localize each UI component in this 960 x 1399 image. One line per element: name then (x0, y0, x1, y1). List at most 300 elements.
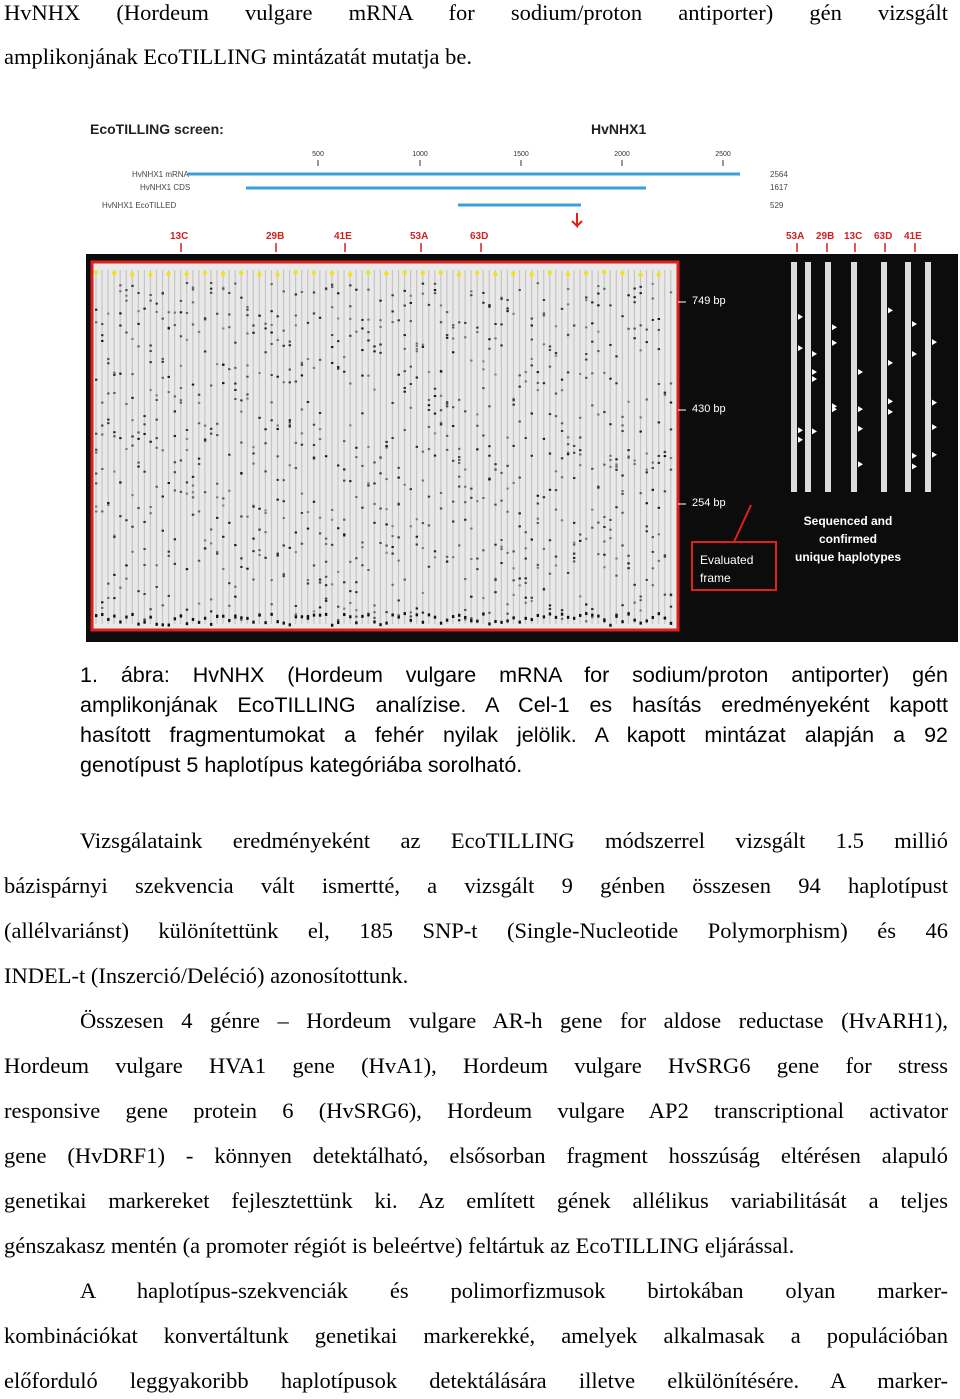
gel-band (591, 614, 593, 617)
track-value: 1617 (770, 183, 788, 192)
gel-band (313, 501, 315, 503)
gel-band (385, 622, 387, 625)
gel-band (192, 301, 194, 303)
gel-band (458, 614, 460, 617)
gel-band (543, 548, 545, 550)
gel-band (500, 546, 502, 548)
gel-band (652, 584, 654, 586)
gel-band (277, 376, 279, 378)
gel-band (646, 341, 648, 343)
gel-band (621, 475, 623, 477)
gel-band (331, 346, 333, 348)
confirmed-label: confirmed (818, 532, 878, 546)
gel-band (458, 448, 460, 450)
gel-band (355, 581, 357, 583)
sample-label: 53A (410, 231, 429, 242)
gel-band (192, 289, 194, 291)
gel-band (537, 567, 539, 569)
gel-band (422, 592, 424, 594)
gel-band (512, 579, 514, 581)
gel-band (549, 608, 551, 610)
gel-band (561, 476, 563, 478)
gel-band (168, 551, 170, 553)
gel-band (385, 523, 387, 525)
gel-band (579, 614, 581, 617)
gel-band (270, 603, 272, 605)
gel-band (180, 491, 182, 493)
gel-band (531, 455, 533, 457)
gel-band (361, 564, 363, 566)
gel-band (640, 492, 642, 494)
gel-band (452, 521, 454, 523)
gel-band (349, 590, 351, 592)
gel-band (277, 455, 279, 457)
gel-band (228, 490, 230, 492)
gel-band (422, 547, 424, 549)
gel-band (301, 408, 303, 410)
gel-band (246, 617, 248, 620)
gel-band (555, 325, 557, 327)
gel-band (404, 429, 406, 431)
gel-band (95, 379, 97, 381)
gel-band (210, 542, 212, 544)
gel-band (149, 300, 151, 302)
gel-band (113, 435, 115, 437)
gel-band (410, 488, 412, 490)
gel-band (192, 496, 194, 498)
gel-band (149, 512, 151, 514)
gel-band (137, 345, 139, 347)
gel-band (543, 343, 545, 345)
gel-band (283, 479, 285, 481)
gel-band (500, 562, 502, 564)
gel-band (240, 399, 242, 401)
gel-band (162, 318, 164, 320)
gel-band (488, 405, 490, 407)
gel-band (234, 389, 236, 391)
gel-band (252, 452, 254, 454)
gel-band (555, 489, 557, 491)
gel-band (555, 355, 557, 357)
gel-band (137, 431, 139, 433)
gel-band (446, 435, 448, 437)
gel-band (252, 332, 254, 334)
confirmed-label: unique haplotypes (794, 550, 902, 564)
gel-band (283, 575, 285, 577)
gel-band (573, 477, 575, 479)
gel-band (301, 364, 303, 366)
gel-band (367, 482, 369, 484)
confirmed-lane (791, 262, 797, 492)
gel-band (573, 544, 575, 546)
gel-band (222, 505, 224, 507)
gel-band (615, 458, 617, 460)
gel-band (410, 615, 412, 617)
gel-band (101, 510, 103, 512)
gel-band (143, 593, 145, 595)
gel-band (603, 554, 605, 556)
gel-band (440, 321, 442, 323)
gel-band (391, 402, 393, 404)
gel-band (416, 350, 418, 352)
gel-band (240, 616, 242, 619)
lane-marker (239, 271, 243, 275)
gel-band (337, 571, 339, 573)
gel-band (440, 492, 442, 494)
lane-marker (402, 270, 406, 274)
gel-band (512, 313, 514, 315)
gel-band (470, 294, 472, 296)
gel-band (591, 608, 593, 610)
gel-band (531, 539, 533, 541)
gel-band (391, 310, 393, 312)
gel-band (670, 469, 672, 471)
gel-band (361, 349, 363, 351)
gel-band (180, 311, 182, 313)
gel-band (125, 448, 127, 450)
gel-band (192, 287, 194, 289)
gel-band (446, 334, 448, 336)
gel-band (458, 399, 460, 401)
gel-band (458, 456, 460, 458)
gel-band (615, 558, 617, 560)
gel-band (561, 379, 563, 381)
gel-band (603, 411, 605, 413)
gel-band (549, 345, 551, 347)
gel-band (343, 371, 345, 373)
gel-band (307, 579, 309, 581)
gel-band (416, 345, 418, 347)
gel-band (325, 561, 327, 563)
gel-band (349, 424, 351, 426)
gel-band (349, 284, 351, 286)
gel-band (452, 425, 454, 427)
gel-band (567, 436, 569, 438)
gel-band (210, 428, 212, 430)
gel-band (561, 389, 563, 391)
track-label-mrna: HvNHX1 mRNA (132, 170, 189, 179)
gel-band (325, 598, 327, 600)
gel-band (525, 597, 527, 599)
gel-band (192, 514, 194, 516)
gel-band (119, 437, 121, 439)
gel-band (434, 556, 436, 558)
gel-band (95, 433, 97, 435)
gel-band (488, 445, 490, 447)
gel-band (270, 401, 272, 403)
gel-band (519, 477, 521, 479)
bp-label: 749 bp (692, 295, 726, 307)
gel-band (252, 538, 254, 540)
gel-band (434, 283, 436, 285)
gel-band (591, 372, 593, 374)
gel-band (319, 532, 321, 534)
gel-band (627, 455, 629, 457)
gel-band (301, 493, 303, 495)
gel-band (621, 544, 623, 546)
gel-band (398, 503, 400, 505)
gel-band (633, 460, 635, 462)
gel-band (277, 620, 279, 623)
gel-band (343, 519, 345, 521)
gel-band (343, 480, 345, 482)
gel-band (506, 299, 508, 301)
gel-band (252, 446, 254, 448)
intro-line: HvNHX (Hordeum vulgare mRNA for sodium/proton antiporter) gén vizsgált (4, 0, 948, 25)
gel-band (277, 315, 279, 317)
gel-band (361, 541, 363, 543)
lane-marker (130, 272, 134, 276)
body-line: gene (HvDRF1) - könnyen detektálható, elsősorban fragment hosszúság eltérésen alapuló (4, 1143, 948, 1168)
gel-band (289, 344, 291, 346)
body-line: INDEL-t (Inszerció/Deléció) azonosítottunk. (4, 963, 409, 988)
gel-band (252, 506, 254, 508)
gel-band (283, 330, 285, 332)
gel-band (506, 619, 508, 622)
gel-band (264, 442, 266, 444)
gel-band (216, 517, 218, 519)
gel-band (379, 344, 381, 346)
gel-band (531, 325, 533, 327)
gel-band (422, 522, 424, 524)
gel-band (603, 464, 605, 466)
gel-band (143, 564, 145, 566)
gel-band (422, 346, 424, 348)
gel-band (561, 430, 563, 432)
gel-band (398, 616, 400, 619)
gel-band (337, 606, 339, 608)
gel-band (464, 486, 466, 488)
gel-band (162, 361, 164, 363)
gel-band (549, 489, 551, 491)
gel-band (373, 503, 375, 505)
gel-band (428, 304, 430, 306)
gel-band (603, 526, 605, 528)
gel-band (597, 304, 599, 306)
gel-band (162, 292, 164, 294)
gel-band (567, 572, 569, 574)
gel-band (573, 560, 575, 562)
gel-band (313, 610, 315, 612)
gel-band (652, 616, 654, 619)
gel-band (549, 349, 551, 351)
gel-band (379, 508, 381, 510)
gel-band (295, 615, 297, 618)
gel-band (585, 299, 587, 301)
gel-band (585, 377, 587, 379)
gel-band (131, 445, 133, 447)
gel-band (355, 609, 357, 611)
gel-band (416, 446, 418, 448)
lane-marker (221, 271, 225, 275)
gel-band (398, 560, 400, 562)
gel-band (325, 584, 327, 586)
gel-band (652, 319, 654, 321)
gel-band (107, 392, 109, 394)
gel-band (561, 422, 563, 424)
gel-band (525, 437, 527, 439)
gel-band (143, 308, 145, 310)
gel-band (404, 484, 406, 486)
gel-band (567, 288, 569, 290)
gel-band (228, 368, 230, 370)
gel-band (470, 488, 472, 490)
gel-band (174, 489, 176, 491)
gel-band (289, 419, 291, 421)
gel-band (567, 371, 569, 373)
gel-band (186, 339, 188, 341)
caption-line: 1. ábra: HvNHX (Hordeum vulgare mRNA for sodium/proton antiporter) gén (80, 663, 948, 687)
gel-band (307, 583, 309, 585)
gel-band (476, 413, 478, 415)
gel-band (113, 431, 115, 433)
gel-band (664, 490, 666, 492)
gel-band (621, 620, 623, 623)
gel-band (664, 455, 666, 457)
gel-band (494, 578, 496, 580)
gel-band (367, 339, 369, 341)
gel-band (331, 544, 333, 546)
gel-band (307, 358, 309, 360)
gel-band (404, 348, 406, 350)
gel-band (264, 512, 266, 514)
gel-band (627, 555, 629, 557)
gel-band (246, 516, 248, 518)
gel-band (603, 619, 605, 622)
gel-band (277, 555, 279, 557)
gel-band (204, 617, 206, 620)
gel-band (385, 478, 387, 480)
gel-band (525, 380, 527, 382)
gel-band (537, 371, 539, 373)
gel-band (416, 607, 418, 609)
gel-band (379, 319, 381, 321)
gel-band (186, 429, 188, 431)
gel-band (174, 435, 176, 437)
gel-band (549, 604, 551, 606)
gel-band (252, 621, 254, 624)
gel-band (633, 337, 635, 339)
gel-band (646, 502, 648, 504)
confirmed-lane (881, 262, 887, 492)
gel-band (313, 444, 315, 446)
gel-band (597, 285, 599, 287)
gel-band (246, 306, 248, 308)
gel-band (470, 497, 472, 499)
gel-band (331, 583, 333, 585)
gel-band (512, 616, 514, 619)
gel-band (198, 422, 200, 424)
gel-band (198, 458, 200, 460)
gel-band (500, 621, 502, 624)
gel-band (470, 617, 472, 619)
gel-band (506, 511, 508, 513)
gel-band (452, 460, 454, 462)
gel-band (131, 435, 133, 437)
gel-band (156, 586, 158, 588)
gel-band (652, 551, 654, 553)
gel-band (289, 426, 291, 428)
gel-band (101, 601, 103, 603)
gel-band (228, 605, 230, 607)
gel-band (101, 434, 103, 436)
evaluated-frame-area (92, 262, 678, 630)
gel-band (585, 353, 587, 355)
gel-band (186, 282, 188, 284)
gel-band (162, 377, 164, 379)
lane-marker (493, 272, 497, 276)
gel-band (234, 398, 236, 400)
gel-band (361, 327, 363, 329)
gel-band (264, 470, 266, 472)
gel-band (476, 425, 478, 427)
lane-marker (203, 271, 207, 275)
gel-band (567, 443, 569, 445)
gel-band (591, 322, 593, 324)
gel-band (283, 345, 285, 347)
gel-band (428, 371, 430, 373)
gel-band (440, 507, 442, 509)
gel-band (464, 468, 466, 470)
gel-band (482, 302, 484, 304)
gel-band (373, 620, 375, 623)
gel-band (107, 313, 109, 315)
gel-band (313, 564, 315, 566)
gel-band (186, 609, 188, 611)
gel-band (664, 394, 666, 396)
gel-band (301, 432, 303, 434)
gel-band (240, 619, 242, 621)
gel-band (101, 425, 103, 427)
gel-band (101, 323, 103, 325)
gel-band (131, 494, 133, 496)
body-line: Vizsgálataink eredményeként az EcoTILLING módszerrel vizsgált 1.5 millió (80, 828, 948, 853)
gel-band (119, 482, 121, 484)
gel-band (422, 293, 424, 295)
gel-band (543, 315, 545, 317)
gel-band (428, 524, 430, 526)
gel-band (500, 500, 502, 502)
gel-band (591, 527, 593, 529)
gel-band (240, 411, 242, 413)
gel-band (658, 455, 660, 457)
gel-band (543, 438, 545, 440)
gel-band (319, 317, 321, 319)
gel-band (307, 511, 309, 513)
gel-band (162, 449, 164, 451)
gel-band (192, 618, 194, 621)
gel-band (440, 409, 442, 411)
gel-band (488, 622, 490, 625)
gel-band (512, 482, 514, 484)
gel-band (506, 465, 508, 467)
gel-band (494, 544, 496, 546)
gel-band (143, 521, 145, 523)
gel-band (240, 442, 242, 444)
gel-band (404, 305, 406, 307)
gel-band (107, 502, 109, 504)
gel-band (337, 318, 339, 320)
gel-band (506, 603, 508, 605)
gel-band (319, 579, 321, 581)
gel-band (464, 501, 466, 503)
gel-band (573, 617, 575, 620)
gel-band (633, 584, 635, 586)
gel-band (131, 419, 133, 421)
gel-band (349, 382, 351, 384)
gel-band (319, 582, 321, 584)
gel-band (270, 343, 272, 345)
